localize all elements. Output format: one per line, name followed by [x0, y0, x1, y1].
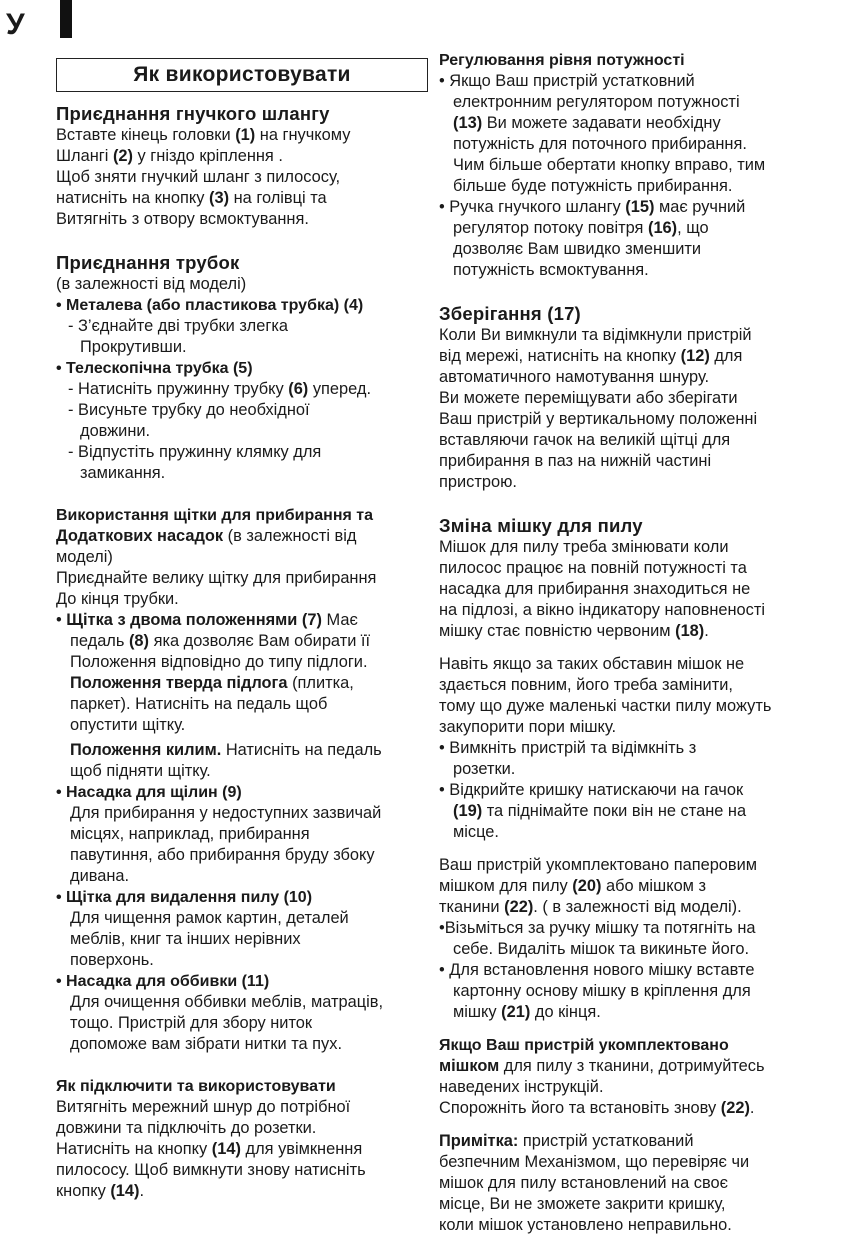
left-column: [56, 50, 428, 1202]
heading-storage: Зберігання (17): [439, 303, 581, 324]
heading-brushes: Використання щітки для прибирання та: [56, 507, 373, 524]
text-line: Витягніть мережний шнур до потрібної: [56, 1098, 351, 1116]
text-line: довжини та підключіть до розетки.: [56, 1119, 317, 1137]
text-line: Приєднайте велику щітку для прибирання: [56, 569, 377, 587]
text-line: тому що дуже маленькі частки пилу можуть: [439, 697, 772, 715]
text-line: замикання.: [80, 464, 166, 482]
text-line: павутиння, або прибирання бруду збоку: [70, 846, 375, 864]
text-line: • Для встановлення нового мішку вставте: [439, 961, 755, 979]
text-line: допоможе вам зібрати нитки та пух.: [70, 1035, 343, 1053]
text-line: Мішок для пилу треба змінювати коли: [439, 538, 729, 556]
text-line: мішок для пилу встановлений на своє: [439, 1174, 728, 1192]
text-line: мішку (21) до кінця.: [453, 1003, 601, 1021]
section-brushes: [56, 505, 428, 1055]
text-line: Коли Ви вимкнули та відімкнули пристрій: [439, 326, 752, 344]
text-line: Для чищення рамок картин, деталей: [70, 909, 349, 927]
text-line: регулятор потоку повітря (16), що: [453, 219, 709, 237]
text-line: поверхонь.: [70, 951, 154, 969]
section-storage: [439, 302, 819, 493]
section-bag-change: [439, 514, 819, 1023]
text-line: - Висуньте трубку до необхідної: [68, 401, 310, 419]
text-line: Чим більше обертати кнопку вправо, тим: [453, 156, 766, 174]
text-line: Щоб зняти гнучкий шланг з пилососу,: [56, 168, 341, 186]
text-line: прибирання в паз на нижній частині: [439, 452, 712, 470]
text-line: електронним регулятором потужності: [453, 93, 740, 111]
text-line: потужність для поточного прибирання.: [453, 135, 747, 153]
text-line: насадка для прибирання знаходиться не: [439, 580, 751, 598]
section-fabric-bag: [439, 1035, 819, 1119]
text-line: здається повним, його треба замінити,: [439, 676, 733, 694]
heading-bag-change: Зміна мішку для пилу: [439, 515, 643, 536]
text-line: вставляючи гачок на великій щітці для: [439, 431, 731, 449]
text-line: мішком для пилу (20) або мішком з: [439, 877, 707, 895]
text-line: пристрою.: [439, 473, 517, 491]
bullet-dusting-brush: • Щітка для видалення пилу (10): [56, 889, 313, 906]
text-line: місце.: [453, 823, 499, 841]
text-line: безпечним Механізмом, що перевіряє чи: [439, 1153, 750, 1171]
text-line: • Якщо Ваш пристрій устатковний: [439, 72, 695, 90]
text-line: від мережі, натисніть на кнопку (12) для: [439, 347, 743, 365]
text-line: картонну основу мішку в кріплення для: [453, 982, 751, 1000]
text-line: наведених інструкцій.: [439, 1078, 604, 1096]
text-line: (19) та піднімайте поки він не стане на: [453, 802, 747, 820]
text-line: Ваш пристрій у вертикальному положенні: [439, 410, 758, 428]
section-hose: [56, 102, 428, 230]
section-title-box: Як використовувати: [56, 58, 428, 92]
text-line: себе. Видаліть мішок та викиньте його.: [453, 940, 750, 958]
text-line: пилосос працює на повній потужності та: [439, 559, 747, 577]
text-line: потужність всмоктування.: [453, 261, 649, 279]
text-line: Якщо Ваш пристрій укомплектовано: [439, 1037, 729, 1054]
text-line: Положення відповідно до типу підлоги.: [70, 653, 368, 671]
section-tubes: [56, 251, 428, 484]
text-line: моделі): [56, 548, 113, 566]
bullet-upholstery-tool: • Насадка для оббивки (11): [56, 973, 270, 990]
text-line: місцях, наприклад, прибирання: [70, 825, 310, 843]
right-column: [439, 50, 819, 1236]
bullet-two-position-brush: • Щітка з двома положеннями (7) Має: [56, 611, 358, 629]
text-line: - З’єднайте дві трубки злегка: [68, 317, 288, 335]
text-line: мішком для пилу з тканини, дотримуйтесь: [439, 1057, 765, 1075]
text-line: Для прибирання у недоступних зазвичай: [70, 804, 382, 822]
text-line: Спорожніть його та встановіть знову (22).: [439, 1099, 755, 1117]
text-line: мішку стає повністю червоним (18).: [439, 622, 709, 640]
text-line: - Натисніть пружинну трубку (6) уперед.: [68, 380, 372, 398]
text-line: Шлангі (2) у гніздо кріплення .: [56, 147, 283, 165]
text-line: Додаткових насадок (в залежності від: [56, 527, 357, 545]
text-line: Ви можете переміщувати або зберігати: [439, 389, 738, 407]
bullet-crevice-tool: • Насадка для щілин (9): [56, 784, 242, 801]
text-line: пилососу. Щоб вимкнути знову натисніть: [56, 1161, 366, 1179]
text-line: Навіть якщо за таких обставин мішок не: [439, 655, 745, 673]
text-line: довжини.: [80, 422, 151, 440]
text-line: Положення тверда підлога (плитка,: [70, 674, 354, 692]
text-line: дозволяє Вам швидко зменшити: [453, 240, 702, 258]
section-power: [439, 50, 819, 281]
text-line: дивана.: [70, 867, 130, 885]
text-line: Витягніть з отвору всмоктування.: [56, 210, 309, 228]
heading-connect: Як підключити та використовувати: [56, 1078, 336, 1095]
text-line: Вставте кінець головки (1) на гнучкому: [56, 126, 351, 144]
text-line: на підлозі, а вікно індикатору наповненості: [439, 601, 766, 619]
language-label: У: [6, 8, 25, 41]
text-line: Для очищення оббивки меблів, матраців,: [70, 993, 384, 1011]
text-line: натисніть на кнопку (3) на голівці та: [56, 189, 327, 207]
text-line: тканини (22). ( в залежності від моделі).: [439, 898, 742, 916]
text-line: Примітка: пристрій устаткований: [439, 1132, 694, 1150]
text-line: До кінця трубки.: [56, 590, 179, 608]
heading-hose: Приєднання гнучкого шлангу: [56, 103, 330, 124]
text-line: автоматичного намотування шнуру.: [439, 368, 710, 386]
bullet-metal-tube: • Металева (або пластикова трубка) (4): [56, 297, 364, 314]
section-note: [439, 1131, 819, 1236]
text-line: паркет). Натисніть на педаль щоб: [70, 695, 328, 713]
text-line: коли мішок установлено неправильно.: [439, 1216, 732, 1234]
text-line: меблів, книг та інших нерівних: [70, 930, 301, 948]
text-line: тощо. Пристрій для збору ниток: [70, 1014, 313, 1032]
text-line: більше буде потужність прибирання.: [453, 177, 733, 195]
text-line: щоб підняти щітку.: [70, 762, 211, 780]
text-line: (13) Ви можете задавати необхідну: [453, 114, 721, 132]
text-line: кнопку (14).: [56, 1182, 145, 1200]
bullet-telescopic-tube: • Телескопічна трубка (5): [56, 360, 253, 377]
text-line: опустити щітку.: [70, 716, 186, 734]
text-line: педаль (8) яка дозволяє Вам обирати її: [70, 632, 371, 650]
text-line: Прокрутивши.: [80, 338, 187, 356]
section-connect: [56, 1076, 428, 1202]
text-line: • Ручка гнучкого шлангу (15) має ручний: [439, 198, 746, 216]
text-line: •Візьміться за ручку мішку та потягніть на: [439, 919, 756, 937]
text-line: Ваш пристрій укомплектовано паперовим: [439, 856, 758, 874]
text-line: • Відкрийте кришку натискаючи на гачок: [439, 781, 744, 799]
text-line: - Відпустіть пружинну клямку для: [68, 443, 322, 461]
text-line: Положення килим. Натисніть на педаль: [70, 741, 382, 759]
heading-tubes: Приєднання трубок: [56, 252, 240, 273]
text-line: (в залежності від моделі): [56, 275, 247, 293]
text-line: місце, Ви не зможете закрити кришку,: [439, 1195, 726, 1213]
text-line: розетки.: [453, 760, 516, 778]
language-tab-bar: [60, 0, 72, 38]
text-line: Натисніть на кнопку (14) для увімкнення: [56, 1140, 363, 1158]
heading-power: Регулювання рівня потужності: [439, 52, 685, 69]
text-line: закупорити пори мішку.: [439, 718, 616, 736]
text-line: • Вимкніть пристрій та відімкніть з: [439, 739, 697, 757]
